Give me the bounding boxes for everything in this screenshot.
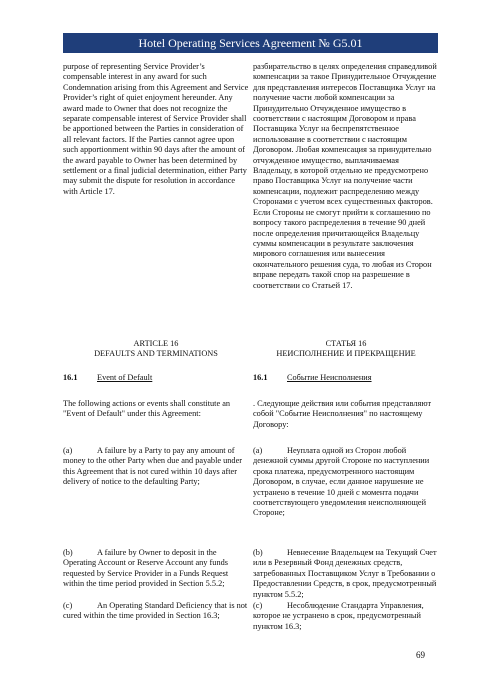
list-item-c-ru: [253, 601, 439, 632]
list-item-a-ru: [253, 446, 439, 519]
document-header-bar: [63, 33, 438, 53]
item-text-b-ru: Невнесение Владельцем на Текущий Счет или в Резервный Фонд денежных средств, затребованных Поставщиком Услуг в Требовании о Предоставлении Средств, в срок, предусмотренный пунктом 5.5.2;: [253, 548, 437, 599]
item-label-a-ru: (a): [253, 446, 263, 455]
intro-text-en: The following actions or events shall constitute an "Event of Default" under this Agreement:: [63, 399, 231, 419]
item-label-b-ru: (b): [253, 548, 263, 557]
list-item-a-en: [63, 446, 249, 488]
item-text-c-ru: Несоблюдение Стандарта Управления, которое не устранено в срок, предусмотренный пунктом 16.3;: [253, 601, 424, 631]
article-title-ru: НЕИСПОЛНЕНИЕ И ПРЕКРАЩЕНИЕ: [276, 349, 416, 359]
document-title: Hotel Operating Services Agreement № G5.01: [138, 36, 363, 50]
section-number-en: 16.1: [63, 373, 78, 382]
item-label-b-en: (b): [63, 548, 73, 557]
article-title-en: DEFAULTS AND TERMINATIONS: [94, 349, 218, 359]
article-heading-ru: [253, 339, 439, 360]
item-text-a-ru: Неуплата одной из Сторон любой денежной суммы другой Стороне по наступлении срока платежа, предусмотренного настоящим Договором, в случае, если данное нарушение не устранено в течение 10 дней с момента подачи соответствующего уведомления неисполняющей Стороне;: [253, 446, 430, 518]
article-heading-en: [63, 339, 249, 360]
item-label-c-en: (c): [63, 601, 73, 610]
article-number-en: ARTICLE 16: [133, 339, 179, 348]
list-item-b-ru: [253, 548, 439, 600]
intro-paragraph-en: [63, 399, 249, 420]
section-number-ru: 16.1: [253, 373, 268, 382]
item-text-b-en: A failure by Owner to deposit in the Operating Account or Reserve Account any funds requested by Service Provider in a Funds Request within the time period provided in Section 5.5.2;: [63, 548, 229, 589]
section-heading-en: [63, 373, 249, 383]
item-text-c-en: An Operating Standard Deficiency that is not cured within the time provided in Section 16.3;: [63, 601, 248, 621]
top-paragraph-en: [63, 62, 249, 197]
list-item-b-en: [63, 548, 249, 590]
section-title-en: Event of Default: [97, 373, 153, 382]
top-text-en: purpose of representing Service Provider’s compensable interest in any award for such Condemnation arising from this Agreement and Service Provider’s right of quiet enjoyment hereunder. Any award made to Owner that does not recognize the separate compensable interest of Service Provider shall be apportioned between the Parties in consideration of all relevant factors. If the Parties cannot agree upon such apportionment within 90 days after the amount of the award payable to Owner has been determined by settlement or a final judicial determination, either Party may submit the dispute for resolution in accordance with Article 17.: [63, 62, 249, 196]
top-text-ru: разбирательство в целях определения справедливой компенсации за такое Принудительное Отчуждение для представления интересов Поставщика Услуг на получение части любой компенсации за Принудительно Отчужденное имущество в соответствии с настоящим Договором и права Поставщика Услуг на беспрепятственное использование в соответствии с настоящим Договором. Любая компенсация за принудительно отчужденное имущество, выплачиваемая Владельцу, в которой отдельно не предусмотрено право Поставщика Услуг на получение части компенсации, подлежит распределению между Сторонами с учетом всех существенных факторов. Если Стороны не смогут прийти к соглашению по вопросу такого распределения в течение 90 дней после определения причитающейся Владельцу суммы компенсации в результате заключения мирового соглашения или вынесения окончательного решения суда, то любая из Сторон вправе передать такой спор на разрешение в соответствии со Статьей 17.: [253, 62, 437, 290]
top-paragraph-ru: [253, 62, 439, 291]
intro-text-ru: . Следующие действия или события представляют собой "Событие Неисполнения" по настоящему Договору:: [253, 399, 432, 429]
section-heading-ru: [253, 373, 439, 383]
item-text-a-en: A failure by a Party to pay any amount of money to the other Party when due and payable under this Agreement that is not cured within 10 days after delivery of notice to the defaulting Party;: [63, 446, 243, 487]
article-number-ru: СТАТЬЯ 16: [325, 339, 367, 348]
item-label-c-ru: (c): [253, 601, 263, 610]
intro-paragraph-ru: [253, 399, 439, 430]
item-label-a-en: (a): [63, 446, 73, 455]
section-title-ru: Событие Неисполнения: [287, 373, 372, 382]
list-item-c-en: [63, 601, 249, 622]
page-number: 69: [416, 650, 425, 660]
